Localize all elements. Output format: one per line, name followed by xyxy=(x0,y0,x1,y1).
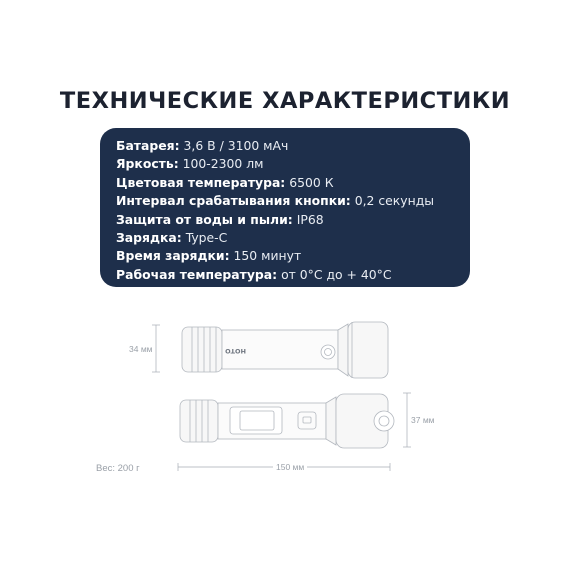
spec-value: от 0°C до + 40°C xyxy=(281,266,392,282)
page-title: ТЕХНИЧЕСКИЕ ХАРАКТЕРИСТИКИ xyxy=(59,88,511,114)
brand-label: HOTO xyxy=(225,347,246,355)
dimension-diameter-body: 34 мм xyxy=(129,344,153,354)
dimension-length: 150 мм xyxy=(273,462,307,472)
spec-value: 150 минут xyxy=(233,248,302,264)
spec-label: Яркость: xyxy=(116,156,179,172)
spec-label: Время зарядки: xyxy=(116,248,230,264)
flashlight-side-view xyxy=(182,322,388,378)
spec-value: IP68 xyxy=(296,211,324,227)
spec-label: Интервал срабатывания кнопки: xyxy=(116,193,351,209)
weight-label: Вес: 200 г xyxy=(96,463,140,474)
spec-label: Защита от воды и пыли: xyxy=(116,211,293,227)
spec-label: Батарея: xyxy=(116,138,180,153)
dimension-diameter-head: 37 мм xyxy=(411,415,435,425)
spec-value: 0,2 секунды xyxy=(354,193,435,209)
spec-value: 100-2300 лм xyxy=(182,156,264,172)
spec-value: 6500 К xyxy=(289,174,334,190)
spec-label: Рабочая температура: xyxy=(116,266,278,282)
flashlight-bottom-view xyxy=(180,394,394,448)
spec-value: Type-C xyxy=(185,230,228,246)
spec-label: Зарядка: xyxy=(116,230,182,246)
spec-label: Цветовая температура: xyxy=(116,174,286,190)
spec-value: 3,6 В / 3100 мАч xyxy=(183,138,289,153)
